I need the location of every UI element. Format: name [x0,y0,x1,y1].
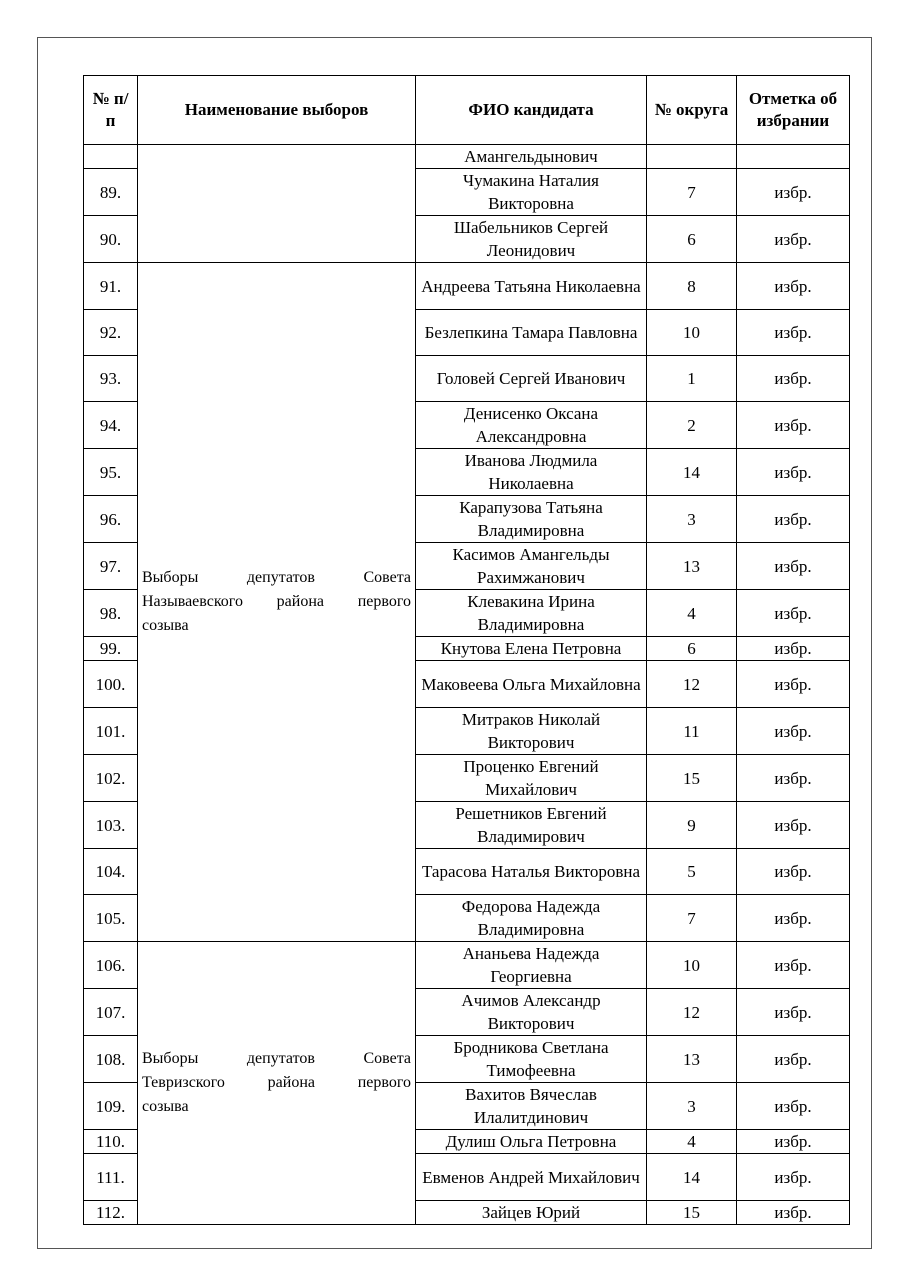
district-number: 12 [647,661,737,708]
candidate-name: Головей Сергей Иванович [416,356,647,402]
row-number: 110. [84,1130,138,1154]
candidate-name: Зайцев Юрий [416,1201,647,1225]
candidate-name: Кнутова Елена Петровна [416,637,647,661]
district-number: 3 [647,496,737,543]
table-row [84,942,850,989]
candidate-name: Маковеева Ольга Михайловна [416,661,647,708]
candidate-name: Федорова Надежда Владимировна [416,895,647,942]
header-fio: ФИО кандидата [416,76,647,145]
elected-mark: избр. [737,449,850,496]
row-number: 98. [84,590,138,637]
election-name-line: Называевского района первого [142,593,411,610]
candidate-name: Денисенко Оксана Александровна [416,402,647,449]
candidate-name: Чумакина Наталия Викторовна [416,169,647,216]
row-number: 111. [84,1154,138,1201]
row-number: 97. [84,543,138,590]
row-number: 96. [84,496,138,543]
header-okrug: № округа [647,76,737,145]
elected-mark: избр. [737,543,850,590]
district-number: 12 [647,989,737,1036]
row-number: 101. [84,708,138,755]
row-number: 102. [84,755,138,802]
election-name-line: Выборы депутатов Совета [142,1050,411,1067]
candidate-name: Касимов Амангельды Рахимжанович [416,543,647,590]
elected-mark: избр. [737,942,850,989]
elected-mark: избр. [737,169,850,216]
candidate-name: Евменов Андрей Михайлович [416,1154,647,1201]
candidate-name: Бродникова Светлана Тимофеевна [416,1036,647,1083]
table-body [84,145,850,1225]
row-number: 103. [84,802,138,849]
district-number: 13 [647,1036,737,1083]
elected-mark: избр. [737,590,850,637]
row-number: 109. [84,1083,138,1130]
district-number: 7 [647,169,737,216]
elected-mark: избр. [737,1201,850,1225]
row-number: 112. [84,1201,138,1225]
table-row [84,145,850,169]
row-number: 99. [84,637,138,661]
elected-mark: избр. [737,1036,850,1083]
candidate-name: Андреева Татьяна Николаевна [416,263,647,310]
candidate-name: Митраков Николай Викторович [416,708,647,755]
district-number: 7 [647,895,737,942]
elected-mark: избр. [737,989,850,1036]
election-name-line: созыва [142,617,189,634]
candidate-name: Иванова Людмила Николаевна [416,449,647,496]
candidate-name: Шабельников Сергей Леонидович [416,216,647,263]
elected-mark [737,145,850,169]
election-name-line: Выборы депутатов Совета [142,569,411,586]
row-number: 105. [84,895,138,942]
row-number: 95. [84,449,138,496]
elected-mark: избр. [737,402,850,449]
election-name-cell [138,263,416,942]
district-number: 6 [647,216,737,263]
district-number: 3 [647,1083,737,1130]
elected-mark: избр. [737,1154,850,1201]
district-number: 14 [647,449,737,496]
candidate-name: Клевакина Ирина Владимировна [416,590,647,637]
district-number: 8 [647,263,737,310]
candidate-name: Вахитов Вячеслав Илалитдинович [416,1083,647,1130]
candidate-name: Амангельдынович [416,145,647,169]
election-name-cell [138,145,416,263]
elected-mark: избр. [737,661,850,708]
row-number: 89. [84,169,138,216]
row-number: 90. [84,216,138,263]
district-number: 1 [647,356,737,402]
district-number: 15 [647,1201,737,1225]
elected-mark: избр. [737,849,850,895]
election-name-line: Тевризского района первого [142,1074,411,1091]
candidate-name: Тарасова Наталья Викторовна [416,849,647,895]
header-num: № п/п [84,76,138,145]
row-number: 100. [84,661,138,708]
district-number: 10 [647,310,737,356]
district-number: 13 [647,543,737,590]
elected-mark: избр. [737,310,850,356]
elected-mark: избр. [737,802,850,849]
candidate-name: Ачимов Александр Викторович [416,989,647,1036]
district-number: 10 [647,942,737,989]
elected-mark: избр. [737,895,850,942]
candidate-name: Дулиш Ольга Петровна [416,1130,647,1154]
header-row [84,76,850,145]
candidate-name: Карапузова Татьяна Владимировна [416,496,647,543]
election-results-table [83,75,850,1225]
row-number [84,145,138,169]
district-number: 6 [647,637,737,661]
row-number: 108. [84,1036,138,1083]
election-name-line: созыва [142,1098,189,1115]
elected-mark: избр. [737,1083,850,1130]
row-number: 106. [84,942,138,989]
elected-mark: избр. [737,496,850,543]
elected-mark: избр. [737,708,850,755]
district-number: 2 [647,402,737,449]
district-number: 9 [647,802,737,849]
candidate-name: Проценко Евгений Михайлович [416,755,647,802]
header-mark: Отметка об избрании [737,76,850,145]
table-row [84,263,850,310]
elected-mark: избр. [737,755,850,802]
row-number: 94. [84,402,138,449]
row-number: 92. [84,310,138,356]
elected-mark: избр. [737,216,850,263]
district-number: 5 [647,849,737,895]
row-number: 107. [84,989,138,1036]
row-number: 91. [84,263,138,310]
elected-mark: избр. [737,356,850,402]
district-number: 15 [647,755,737,802]
elected-mark: избр. [737,1130,850,1154]
row-number: 93. [84,356,138,402]
header-election: Наименование выборов [138,76,416,145]
row-number: 104. [84,849,138,895]
candidate-name: Ананьева Надежда Георгиевна [416,942,647,989]
elected-mark: избр. [737,263,850,310]
district-number: 4 [647,590,737,637]
district-number: 11 [647,708,737,755]
candidate-name: Безлепкина Тамара Павловна [416,310,647,356]
elected-mark: избр. [737,637,850,661]
candidate-name: Решетников Евгений Владимирович [416,802,647,849]
district-number: 4 [647,1130,737,1154]
district-number [647,145,737,169]
election-name-cell [138,942,416,1225]
district-number: 14 [647,1154,737,1201]
